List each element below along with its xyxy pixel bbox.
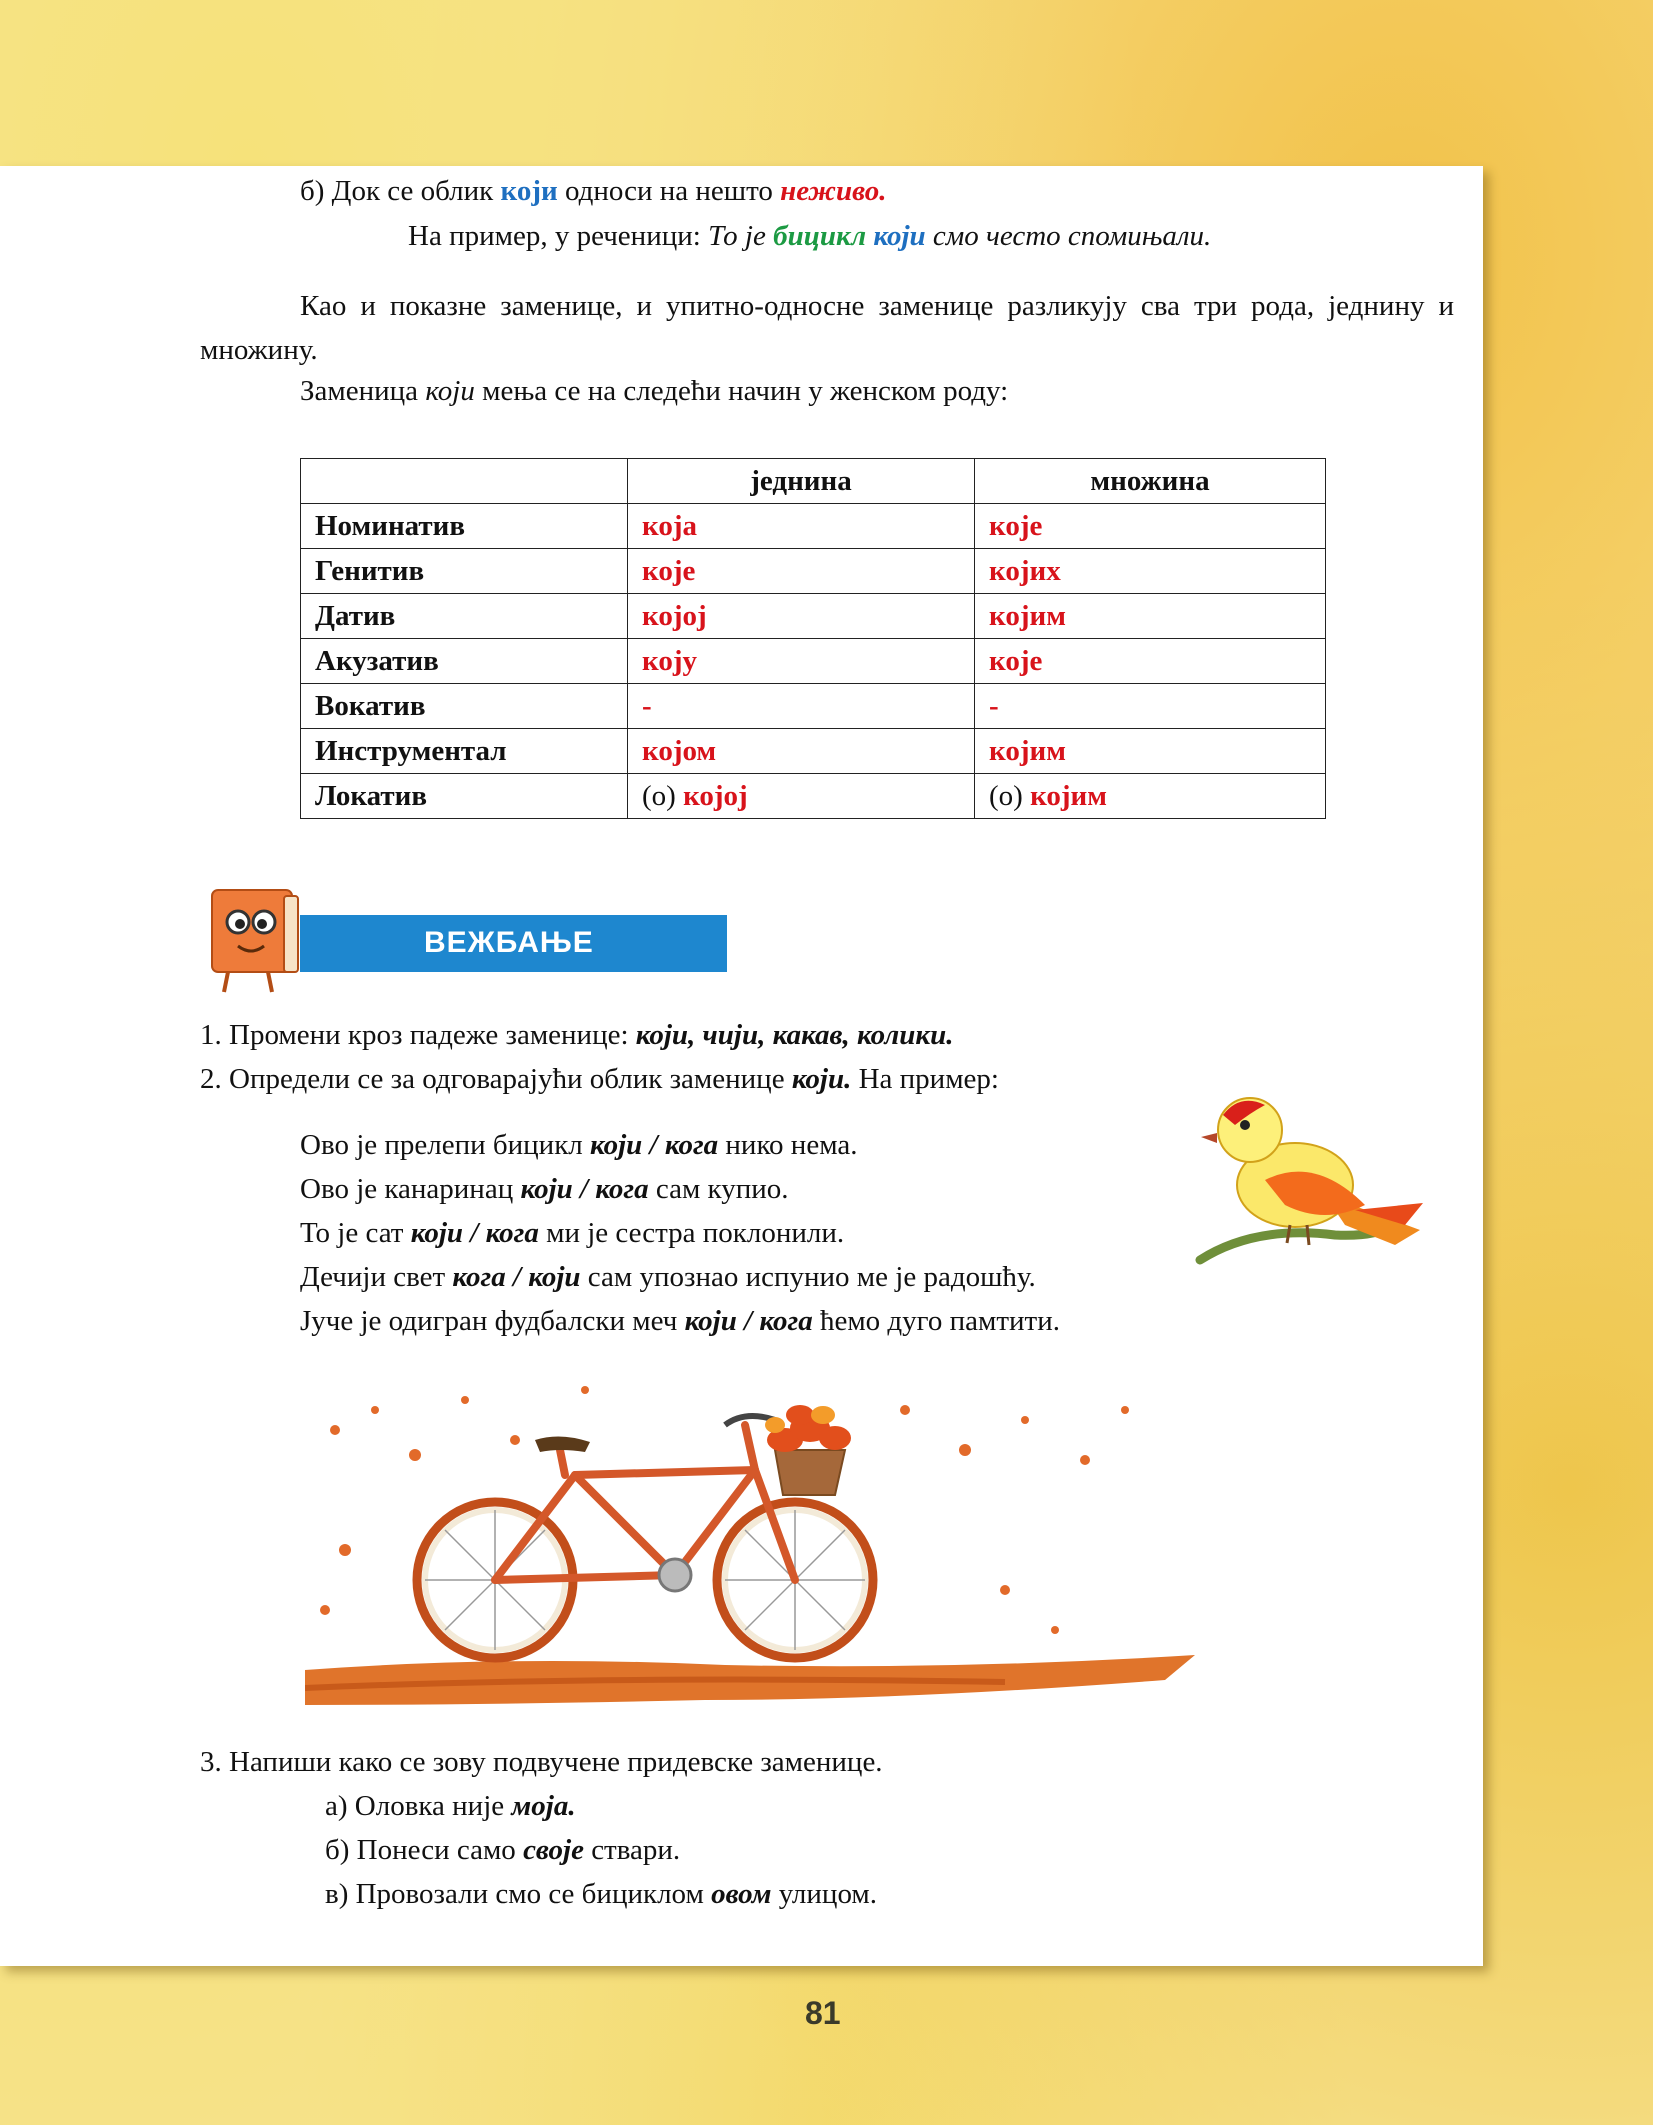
singular-cell: којом (628, 729, 975, 774)
question-3: 3. Напиши како се зову подвучене придевске заменице. (200, 1746, 883, 1778)
table-header-row (301, 459, 1326, 504)
plural-cell: (о) којим (975, 774, 1326, 819)
table-row (301, 594, 1326, 639)
question-1: 1. Промени кроз падеже заменице: који, чији, какав, колики. (200, 1019, 954, 1051)
intro-paragraph-2: Заменица који мења се на следећи начин у женском роду: (300, 375, 1009, 407)
q3-item: а) Оловка није моја. (325, 1790, 576, 1822)
table-header-cell: множина (975, 459, 1326, 504)
case-name: Вокатив (301, 684, 628, 729)
table-header-cell (301, 459, 628, 504)
page-number: 81 (805, 1995, 841, 2031)
sentence-item: Јуче је одигран фудбалски меч који / кога ћемо дуго памтити. (300, 1305, 1060, 1337)
case-name: Датив (301, 594, 628, 639)
q3-item: в) Провозали смо се бициклом овом улицом. (325, 1878, 877, 1910)
table-row (301, 504, 1326, 549)
plural-cell: које (975, 504, 1326, 549)
case-name: Локатив (301, 774, 628, 819)
plural-cell: - (975, 684, 1326, 729)
q3-item: б) Понеси само своје ствари. (325, 1834, 681, 1866)
sentence-item: Ово је канаринац који / кога сам купио. (300, 1173, 789, 1205)
case-name: Инструментал (301, 729, 628, 774)
plural-cell: којим (975, 594, 1326, 639)
singular-cell: којој (628, 594, 975, 639)
singular-cell: која (628, 504, 975, 549)
question-2: 2. Определи се за одговарајући облик заменице који. На пример: (200, 1063, 999, 1095)
table-row (301, 729, 1326, 774)
table-row (301, 549, 1326, 594)
intro-example: На пример, у реченици: То је бицикл који смо често спомињали. (408, 220, 1212, 252)
exercise-banner-title: ВЕЖБАЊЕ (424, 926, 594, 959)
sentence-item: Ово је прелепи бицикл који / кога нико нема. (300, 1129, 858, 1161)
table-row (301, 639, 1326, 684)
declension-table (300, 458, 1326, 819)
singular-cell: коју (628, 639, 975, 684)
table-row (301, 774, 1326, 819)
table-row (301, 684, 1326, 729)
bird-illustration (1195, 1085, 1425, 1265)
intro-paragraph: Као и показне заменице, и упитно-односне заменице разликују сва три рода, једнину и множину. (200, 290, 1454, 366)
case-name: Генитив (301, 549, 628, 594)
singular-cell: - (628, 684, 975, 729)
plural-cell: којих (975, 549, 1326, 594)
singular-cell: (о) којој (628, 774, 975, 819)
plural-cell: којим (975, 729, 1326, 774)
autumn-bicycle-illustration (305, 1370, 1195, 1710)
case-name: Номинатив (301, 504, 628, 549)
plural-cell: које (975, 639, 1326, 684)
sentence-item: То је сат који / кога ми је сестра поклонили. (300, 1217, 845, 1249)
book-mascot-icon (198, 880, 318, 1000)
sentence-item: Дечији свет кога / који сам упознао испунио ме је радошћу. (300, 1261, 1036, 1293)
intro-line-b: б) Док се облик који односи на нешто неживо. (300, 175, 887, 207)
singular-cell: које (628, 549, 975, 594)
table-header-cell: једнина (628, 459, 975, 504)
case-name: Акузатив (301, 639, 628, 684)
